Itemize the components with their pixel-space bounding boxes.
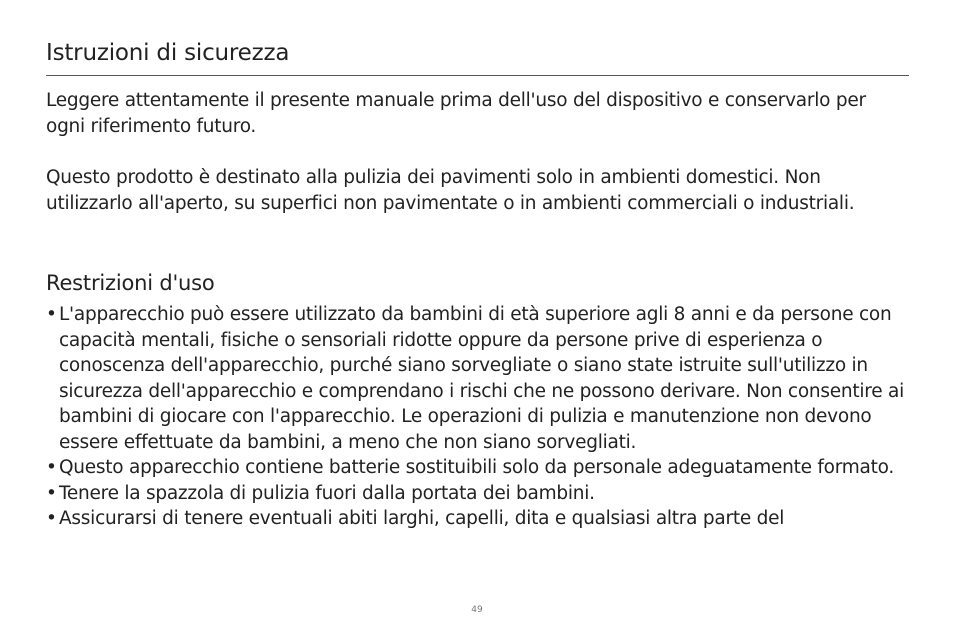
bullet-icon: •: [46, 508, 57, 529]
list-item-text: Tenere la spazzola di pulizia fuori dalla portata dei bambini.: [59, 482, 595, 504]
restrictions-list: [46, 302, 909, 532]
list-item-text: L'apparecchio può essere utilizzato da bambini di età superiore agli 8 anni e da persone con capacità mentali, fisiche o sensoriali ridotte oppure da persone prive di esperienza o conoscenza dell'apparecchio, purché siano sorvegliate o siano state istruite sull'utilizzo in sicurezza dell'apparecchio e comprendano i rischi che ne possono derivare. Non consentire ai bambini di giocare con l'apparecchio. Le operazioni di pulizia e manutenzione non devono essere effettuate da bambini, a meno che non siano sorvegliati.: [59, 304, 904, 453]
list-item: [46, 506, 909, 532]
list-item-text: Questo apparecchio contiene batterie sostituibili solo da personale adeguatamente formato.: [59, 457, 895, 478]
list-item: [46, 481, 909, 507]
list-item: [46, 302, 909, 455]
usage-paragraph: Questo prodotto è destinato alla pulizia dei pavimenti solo in ambienti domestici. Non utilizzarlo all'aperto, su superfici non pavimentate o in ambienti commerciali o industriali.: [46, 167, 855, 214]
list-item-text: Assicurarsi di tenere eventuali abiti larghi, capelli, dita e qualsiasi altra parte del: [59, 508, 785, 529]
bullet-icon: •: [46, 457, 57, 478]
page-number: 49: [471, 605, 483, 615]
section-title-restrictions: Restrizioni d'uso: [46, 271, 215, 295]
bullet-icon: •: [46, 482, 57, 504]
bullet-icon: •: [46, 304, 57, 325]
list-item: [46, 455, 909, 481]
page-title: Istruzioni di sicurezza: [46, 40, 290, 66]
intro-paragraph: Leggere attentamente il presente manuale prima dell'uso del dispositivo e conservarlo per ogni riferimento futuro.: [46, 90, 866, 137]
title-divider: [46, 75, 909, 76]
